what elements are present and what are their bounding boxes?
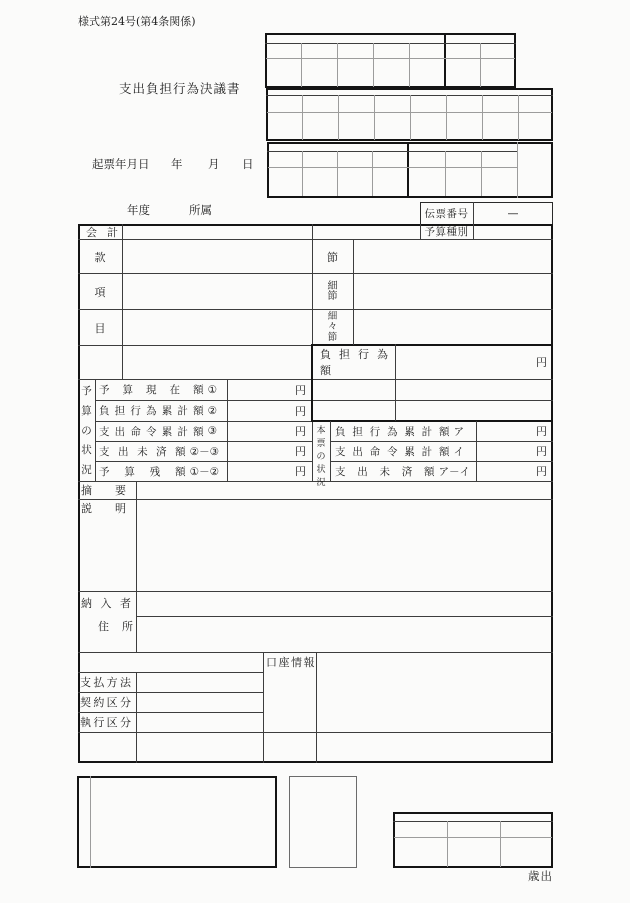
summary-label [78,481,136,499]
grid-line [447,821,448,867]
slip-status-vertical-char: 況 [316,478,326,488]
fiscal-year-label: 年度 [127,203,150,217]
approval-stamp-table-1 [265,33,516,88]
issue-date-label: 起票年月日 [92,157,150,171]
row-num: ③ [207,425,217,437]
grid-line [78,591,553,592]
slip-status-vertical-char: 本 [316,426,326,436]
grid-line [266,58,515,59]
burden-amount-label [313,345,395,379]
slip-status-row-label [330,461,476,481]
address-label [78,616,136,636]
grid-line [136,481,137,652]
saisetsu-char: 細 [327,280,338,292]
slip-status-vertical-char: 状 [316,465,326,475]
row-label-text: 支 出 未 済 額 [335,465,435,478]
saisaisetsu-char: 細 [327,310,338,322]
grid-line [78,499,553,500]
row-label-text: 負担行為累計額 [335,425,450,438]
grid-line [500,821,501,867]
row-num: ア [453,425,464,438]
row-label-text: 支 出 未 済 額 [99,445,186,458]
row-num: ① [207,383,217,396]
saisaisetsu-label [312,310,353,345]
form-title: 支出負担行為決議書 [119,81,241,96]
budget-status-row-unit: 円 [295,425,306,438]
contract-class-label-text: 契約区分 [80,696,131,709]
budget-status-vertical-char: の [81,424,92,437]
row-label-text: 予 算 残 額 [99,465,186,478]
grid-line [410,95,411,140]
slip-number-value: — [507,207,519,220]
row-num: ② [207,404,217,417]
execution-class-label [78,712,136,732]
grid-line [482,95,483,140]
issue-date-month-label: 月 [208,157,220,171]
burden-amount-unit: 円 [536,356,547,369]
grid-line [353,239,354,345]
saisaisetsu-char: 節 [327,331,338,343]
contract-class-label [78,692,136,712]
grid-line [446,95,447,140]
slip-status-row-unit: 円 [536,445,547,458]
budget-status-vertical-char: 状 [81,444,92,457]
grid-line [337,43,338,87]
budget-status-row-unit: 円 [295,465,306,478]
budget-status-row-label [95,400,227,421]
row-label-text: 支出命令累計額 [99,425,204,438]
slip-status-row-label [330,421,476,441]
saisetsu-label [312,274,353,309]
description-label [78,499,136,517]
budget-status-row-unit: 円 [295,445,306,458]
row-label-text: 予 算 現 在 額 [99,384,204,396]
summary-label-text: 摘 要 [81,484,126,497]
grid-line [374,95,375,140]
grid-line [301,43,302,87]
moku-label: 目 [94,321,106,335]
grid-line [302,151,303,196]
grid-line [136,616,553,617]
grid-line [481,151,482,196]
saisetsu-char: 節 [327,290,338,302]
payment-method-label-text: 支払方法 [80,676,131,689]
budget-status-row-label [95,441,227,461]
expense-type-label: 歳出 [528,869,553,883]
budget-status-row-label [95,379,227,400]
slip-status-row-label [330,441,476,461]
grid-line [267,151,517,152]
grid-line [409,43,410,87]
grid-line [393,821,553,822]
grid-line [265,43,516,44]
address-label-text: 住 所 [98,620,133,633]
grid-line [518,95,519,140]
issue-date-day-label: 日 [242,157,254,171]
grid-line [445,151,446,196]
payment-method-label [78,672,136,692]
slip-status-row-unit: 円 [536,465,547,478]
execution-class-label-text: 執行区分 [80,716,131,729]
account-label [80,225,122,239]
grid-line [372,151,373,196]
grid-line [122,224,123,379]
row-num: ①－② [189,465,219,478]
form-number-label: 様式第24号(第4条関係) [78,15,196,28]
budget-status-row-unit: 円 [295,383,306,397]
budget-status-vertical-label [78,380,95,480]
ko-label: 項 [94,285,106,299]
budget-status-vertical-char: 予 [81,385,92,397]
row-label-text: 支出命令累計額 [335,445,450,458]
saisaisetsu-char: 々 [327,321,338,333]
row-num: ②－③ [189,445,219,458]
kan-label: 款 [94,250,106,264]
budget-status-row-label [95,461,227,481]
grid-line [394,837,552,838]
slip-number-label: 伝票番号 [424,208,469,220]
grid-line [337,151,338,196]
budget-status-vertical-char: 算 [81,404,92,417]
slip-status-row-unit: 円 [536,425,547,438]
payee-label-text: 納 入 者 [81,597,131,610]
grid-line [517,142,518,198]
slip-status-vertical-label [312,422,330,488]
remarks-box [77,776,277,868]
grid-line [480,43,481,87]
account-label-text: 会 計 [86,226,118,239]
row-num: イ [453,445,464,458]
setsu-label: 節 [327,250,338,264]
row-label-text: 負担行為累計額 [99,405,204,417]
department-label: 所属 [189,203,212,217]
budget-status-row-unit: 円 [295,404,306,418]
grid-line [338,95,339,140]
grid-line [90,776,91,868]
budget-type-label: 予算種別 [424,226,469,238]
slip-status-vertical-char: の [316,452,326,462]
grid-line [473,224,474,239]
payee-label [78,592,136,614]
grid-line [444,33,446,88]
stamp-box [289,776,357,868]
grid-line [78,345,312,346]
grid-line [136,672,137,763]
issue-date-year-label: 年 [171,157,183,171]
grid-line [373,43,374,87]
bank-info-label: 口座情報 [266,656,316,669]
budget-status-row-label [95,421,227,441]
grid-line [302,95,303,140]
slip-status-vertical-char: 票 [316,439,326,449]
grid-line [268,167,517,168]
row-num: ア－イ [438,465,470,478]
budget-status-vertical-char: 況 [81,464,92,476]
description-label-text: 説 明 [81,502,126,515]
burden-amount-label-text: 負 担 行 為 額 [320,348,388,377]
